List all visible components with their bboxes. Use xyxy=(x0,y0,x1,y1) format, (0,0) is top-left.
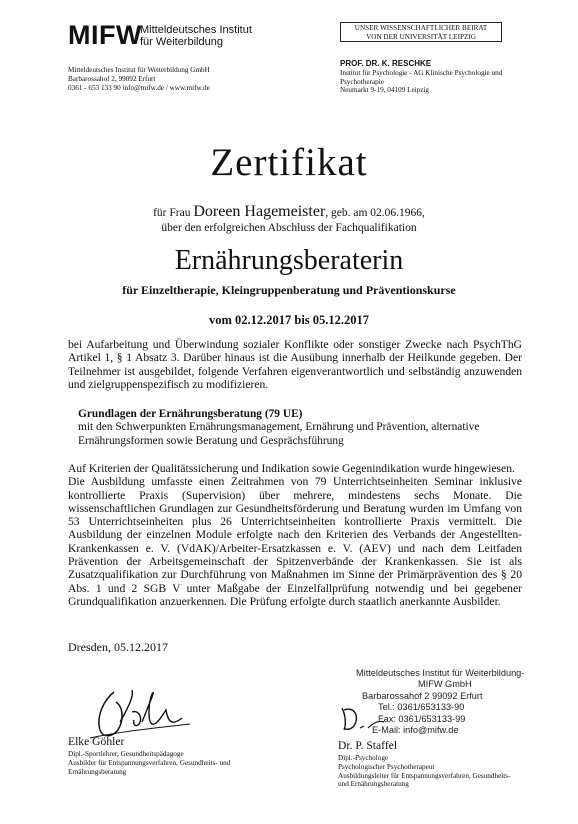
module-description: mit den Schwerpunkten Ernährungsmanagement, Ernährung und Prävention, alternative Ernährungsformen sowie Beratung und Gesprächsführung xyxy=(78,421,480,447)
module-block xyxy=(78,408,518,448)
advisor-line2: Psychotherapie xyxy=(340,77,384,86)
signatory-right-description xyxy=(338,754,510,789)
training-paragraph: Die Ausbildung umfasste einen Zeitrahmen von 79 Unterrichtseinheiten Seminar inklusive kontrollierte Praxis (Supervision) über mehrere, mindestens sechs Monate. Die wissenschaftlichen Grundlagen zur Gesundheitsförderung und Beratung wurden im Umfang von 53 Unterrichtseinheiten plus 26 Unterrichtseinheiten kontrollierte Praxis vermittelt. Die Ausbildung der einzelnen Module erfolgte nach den Kriterien des Verbands der Angestellten-Krankenkassen e. V. (VdAK)/Arbeiter-Ersatzkassen e. V. (AEV) und nach dem Leitfaden Prävention der Arbeitsgemeinschaft der Spitzenverbände der Krankenkassen. Sie ist als Zusatzqualifikation zur Durchführung von Maßnahmen im Sinne der Primärprävention des § 20 Abs. 1 und 2 SGB V unter Maßgabe der Einzelfallprüfung notwendig und bei gegebener Grundqualifikation anzuerkennen. Die Prüfung erfolgte durch staatlich anerkannte Ausbilder. xyxy=(68,475,522,608)
left-desc-line1: Dipl.-Sportlehrer, Gesundheitspädagoge xyxy=(68,750,184,758)
institute-logo: MIFW xyxy=(68,20,142,50)
stamp-line1: Mitteldeutsches Institut für Weiterbildung- xyxy=(356,668,525,678)
stamp-line4: Tel.: 0361/653133-90 xyxy=(378,702,465,713)
institute-address xyxy=(68,66,210,92)
address-line3: 0361 - 653 133 90 info@mifw.de / www.mifw.de xyxy=(68,83,210,92)
right-desc-line3: Ausbildungsleiter für Entspannungsverfahren, Gesundheits- xyxy=(338,771,511,780)
completion-line: über den erfolgreichen Abschluss der Fachqualifikation xyxy=(161,222,417,234)
course-dates: vom 02.12.2017 bis 05.12.2017 xyxy=(208,313,370,327)
qualification-subtitle: für Einzeltherapie, Kleingruppenberatung und Präventionskurse xyxy=(122,283,456,297)
certificate-title: Zertifikat xyxy=(210,141,368,184)
institute-name xyxy=(140,24,252,48)
address-line1: Mitteldeutsches Institut für Weiterbildung GmbH xyxy=(68,66,210,74)
module-title: Grundlagen der Ernährungsberatung (79 UE) xyxy=(78,408,303,420)
recipient-line xyxy=(0,203,578,221)
beirat-line1: UNSER WISSENSCHAFTLICHER BEIRAT xyxy=(354,24,488,32)
advisor-line1: Institut für Psychologie - AG Klinische Psychologie und xyxy=(340,68,503,77)
birth-date: , geb. am 02.06.1966, xyxy=(325,207,425,219)
address-line2: Barbarossahof 2, 99092 Erfurt xyxy=(68,74,156,83)
left-desc-line2: Ausbilder für Entspannungsverfahren, Gesundheits- und xyxy=(68,758,231,767)
signatory-left-name: Elke Göhler xyxy=(68,735,125,748)
stamp-line3: Barbarossahof 2 99092 Erfurt xyxy=(362,690,483,701)
left-desc-line3: Ernährungsberatung xyxy=(68,767,127,776)
details-block xyxy=(68,462,522,608)
recipient-name: Doreen Hagemeister xyxy=(193,203,326,220)
signature-right xyxy=(338,700,408,736)
institute-name-line1: Mitteldeutsches Institut xyxy=(140,24,252,36)
stamp-line5: Fax: 0361/653133-99 xyxy=(378,713,466,724)
stamp-line6: E-Mail: info@mifw.de xyxy=(372,725,459,736)
place-date: Dresden, 05.12.2017 xyxy=(68,640,168,654)
right-desc-line2: Psychologischer Psychotherapeut xyxy=(338,762,435,771)
advisory-board-box xyxy=(340,22,502,42)
right-desc-line1: Dipl.-Psychologe xyxy=(338,754,389,762)
right-desc-line4: und Ernährungsberatung xyxy=(338,780,409,789)
advisor-name: PROF. DR. K. RESCHKE xyxy=(340,59,432,68)
signatory-right-name: Dr. P. Staffel xyxy=(338,739,398,752)
qualification-title: Ernährungsberaterin xyxy=(174,245,404,276)
signatory-left-description xyxy=(68,750,230,776)
indication-paragraph: Auf Kriterien der Qualitätssicherung und Indikation sowie Gegenindikation wurde hingewiesen. xyxy=(68,462,515,475)
for-prefix: für Frau xyxy=(153,207,194,219)
beirat-line2: VON DER UNIVERSITÄT LEIPZIG xyxy=(366,33,476,41)
advisor-contact xyxy=(340,60,502,95)
stamp-line2: MIFW GmbH xyxy=(418,679,472,690)
intro-paragraph: bei Aufarbeitung und Überwindung sozialer Konflikte oder sonstiger Zwecke nach PsychThG Artikel 1, § 1 Absatz 3. Darüber hinaus ist die Ausübung innerhalb der Heilkunde gegeben. Der Teilnehmer ist ausgebildet, folgende Verfahren eigenverantwortlich und selbständig anzuwenden und zielgruppenspezifisch zu modifizieren. xyxy=(68,338,522,391)
institute-name-line2: für Weiterbildung xyxy=(140,36,223,48)
advisor-line3: Neumarkt 9-19, 04109 Leipzig xyxy=(340,86,430,95)
